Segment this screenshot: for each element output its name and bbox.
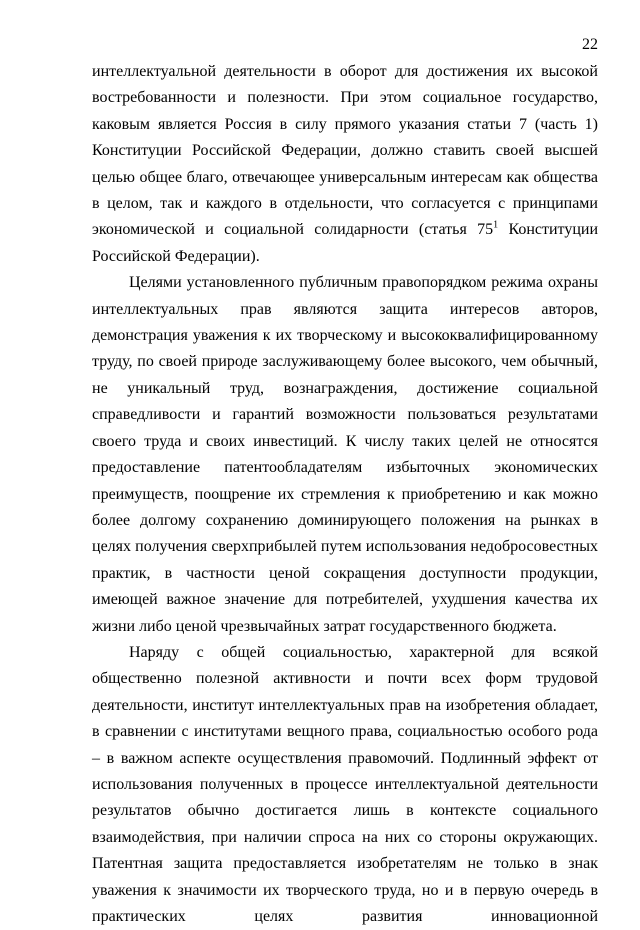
article-superscript: 1 — [493, 220, 499, 232]
paragraph-1-text: интеллектуальной деятельности в оборот для достижения их высокой востребованности и полезности. При этом социальное государство, каковым является Россия в силу прямого указания статьи 7 (часть 1) Конституции Российской Федерации, должно ставить своей высшей целью общее благо, отвечающее универсальным интересам как общества в целом, так и каждого в отдельности, что согласуется с принципами экономической и социальной солидарности (статья 75 — [92, 63, 598, 239]
page-number: 22 — [582, 36, 598, 53]
paragraph-1 — [92, 59, 598, 270]
paragraph-2: Целями установленного публичным правопорядком режима охраны интеллектуальных прав являются защита интересов авторов, демонстрация уважения к их творческому и высококвалифицированному труду, по своей природе заслуживающему более высокого, чем обычный, не уникальный труд, вознаграждения, достижение социальной справедливости и гарантий возможности пользоваться результатами своего труда и своих инвестиций. К числу таких целей не относятся предоставление патентообладателям избыточных экономических преимуществ, поощрение их стремления к приобретению и как можно более долгому сохранению доминирующего положения на рынках в целях получения сверхприбылей путем использования недобросовестных практик, в частности ценой сокращения доступности продукции, имеющей важное значение для потребителей, ухудшения качества их жизни либо ценой чрезвычайных затрат государственного бюджета. — [92, 274, 598, 635]
paragraph-1-text-end: Конституции Российской Федерации). — [92, 221, 599, 265]
document-body — [92, 59, 598, 930]
paragraph-3: Наряду с общей социальностью, характерной для всякой общественно полезной активности и почти всех форм трудовой деятельности, институт интеллектуальных прав на изобретения обладает, в сравнении с институтами вещного права, социальностью особого рода – в важном аспекте осуществления правомочий. Подлинный эффект от использования полученных в процессе интеллектуальной деятельности результатов обычно достигается лишь в контексте социального взаимодействия, при наличии спроса на них со стороны окружающих. Патентная защита предоставляется изобретателям не только в знак уважения к значимости их творческого труда, но и в первую очередь в практических целях развития инновационной — [92, 643, 598, 925]
